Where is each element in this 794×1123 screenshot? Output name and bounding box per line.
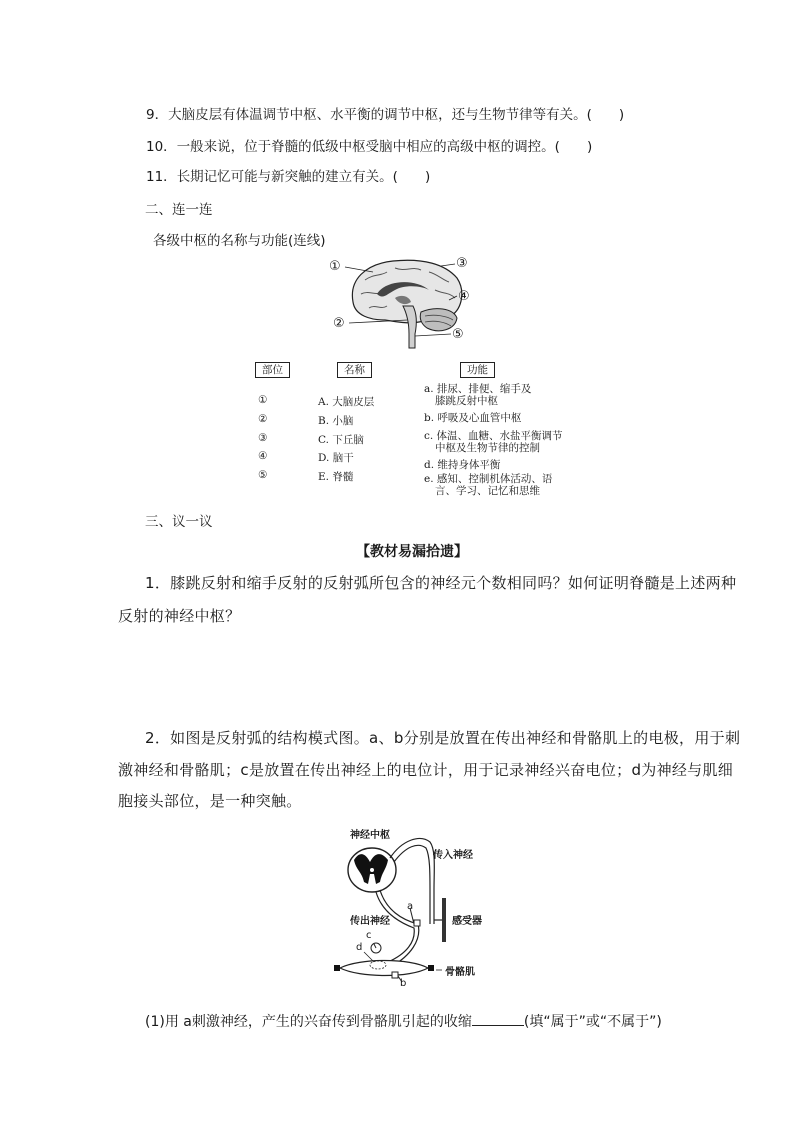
section-3-subheading: 【教材易漏拾遗】	[356, 544, 468, 560]
function-a	[424, 383, 531, 407]
judgment-9-text: 大脑皮层有体温调节中枢、水平衡的调节中枢，还与生物节律等有关。( )	[168, 107, 625, 123]
brain-label-2: ②	[333, 316, 345, 331]
judgment-10-num: 10．	[146, 139, 177, 155]
label-afferent-nerve: 传入神经	[433, 850, 473, 861]
question-2-sub1	[145, 1011, 662, 1031]
function-d: d. 维持身体平衡	[424, 459, 501, 471]
label-c: c	[366, 930, 372, 941]
question-1-line1: 1．膝跳反射和缩手反射的反射弧所包含的神经元个数相同吗？如何证明脊髓是上述两种	[145, 574, 737, 592]
brain-label-3: ③	[456, 256, 468, 271]
name-e: E. 脊髓	[318, 471, 354, 483]
header-part: 部位	[255, 362, 290, 378]
judgment-9	[146, 103, 624, 123]
name-d: D. 脑干	[318, 452, 354, 464]
label-efferent-nerve: 传出神经	[350, 916, 390, 927]
function-e-line2: 言、学习、记忆和思维	[435, 485, 540, 497]
answer-blank[interactable]	[472, 1013, 524, 1026]
function-c	[424, 430, 563, 454]
function-a-line1: a. 排尿、排便、缩手及	[424, 383, 532, 395]
function-e-line1: e. 感知、控制机体活动、语	[424, 473, 553, 485]
part-1: ①	[258, 394, 268, 406]
label-d: d	[356, 942, 363, 953]
label-receptor: 感受器	[452, 916, 482, 927]
question-2-line1: 2．如图是反射弧的结构模式图。a、b分别是放置在传出神经和骨骼肌上的电极，用于刺	[145, 729, 741, 747]
function-e	[424, 473, 552, 497]
header-name: 名称	[337, 362, 372, 378]
question-2-line2: 激神经和骨骼肌；c是放置在传出神经上的电位计，用于记录神经兴奋电位；d为神经与肌细	[118, 761, 734, 779]
function-c-line2: 中枢及生物节律的控制	[435, 442, 540, 454]
function-a-line2: 膝跳反射中枢	[435, 395, 498, 407]
label-b: b	[400, 978, 407, 989]
label-a: a	[407, 901, 414, 912]
sub1-text-after: (填“属于”或“不属于”)	[523, 1014, 662, 1030]
question-1-line2: 反射的神经中枢？	[118, 607, 241, 625]
judgment-11-text: 长期记忆可能与新突触的建立有关。( )	[176, 169, 431, 185]
label-nerve-center: 神经中枢	[350, 830, 390, 841]
question-2-line3: 胞接头部位，是一种突触。	[118, 792, 302, 810]
sub1-text-before: (1)用 a刺激神经，产生的兴奋传到骨骼肌引起的收缩	[145, 1014, 472, 1030]
part-3: ③	[258, 432, 268, 444]
judgment-10	[146, 135, 592, 155]
name-a: A. 大脑皮层	[318, 396, 375, 408]
brain-label-4: ④	[458, 289, 470, 304]
label-skeletal-muscle: 骨骼肌	[445, 967, 475, 978]
brain-label-1: ①	[329, 259, 341, 274]
section-3-title: 三、议一议	[145, 514, 213, 530]
judgment-11	[146, 165, 430, 185]
part-4: ④	[258, 450, 268, 462]
header-function: 功能	[460, 362, 495, 378]
judgment-11-num: 11．	[146, 169, 177, 185]
name-c: C. 下丘脑	[318, 434, 364, 446]
brain-label-5: ⑤	[452, 327, 464, 342]
section-2-subtitle: 各级中枢的名称与功能(连线)	[153, 233, 326, 249]
section-2-title: 二、连一连	[145, 202, 213, 218]
function-b: b. 呼吸及心血管中枢	[424, 412, 522, 424]
judgment-9-num: 9．	[146, 107, 169, 123]
part-5: ⑤	[258, 469, 268, 481]
name-b: B. 小脑	[318, 415, 354, 427]
part-2: ②	[258, 413, 268, 425]
judgment-10-text: 一般来说，位于脊髓的低级中枢受脑中相应的高级中枢的调控。( )	[176, 139, 593, 155]
function-c-line1: c. 体温、血糖、水盐平衡调节	[424, 430, 563, 442]
